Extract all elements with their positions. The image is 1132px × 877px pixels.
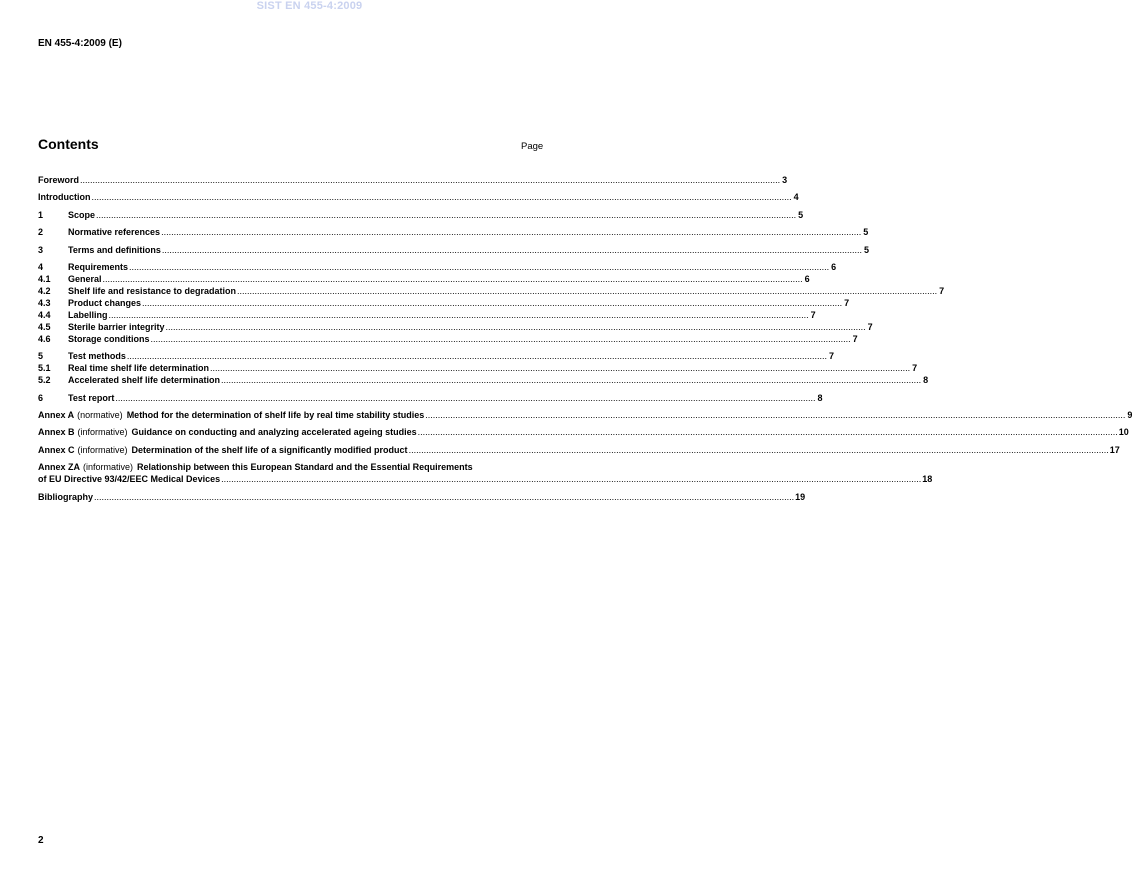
toc-entry-title: Requirements — [68, 262, 129, 273]
toc-entry-number: 5 — [38, 351, 44, 362]
toc-entry-page: 7 — [810, 309, 816, 320]
annex-title: Method for the determination of shelf life by real time stability studies — [126, 410, 425, 420]
annex-id: Annex B — [38, 427, 75, 438]
leader-dots — [425, 410, 1125, 422]
leader-dots — [237, 286, 937, 298]
toc-entry-number: 4.3 — [38, 298, 51, 309]
leader-dots — [161, 227, 861, 239]
toc-entry-annex-za[interactable] — [38, 462, 933, 486]
toc-entry-normative-references[interactable] — [38, 227, 869, 239]
toc-entry-title: General — [68, 274, 102, 285]
toc-entry-test-report[interactable] — [38, 392, 823, 405]
toc-entry-test-methods[interactable] — [38, 351, 834, 363]
toc-entry-accelerated[interactable] — [38, 375, 929, 387]
toc-entry-title — [38, 445, 408, 457]
toc-entry-page: 6 — [831, 262, 837, 273]
annex-title: Guidance on conducting and analyzing accelerated ageing studies — [131, 427, 417, 438]
leader-dots — [80, 175, 780, 187]
toc-entry-title — [38, 427, 417, 439]
toc-entry-page: 17 — [1109, 444, 1120, 455]
toc-entry-page: 8 — [817, 392, 823, 403]
toc-entry-number: 3 — [38, 244, 44, 255]
toc-entry-labelling[interactable] — [38, 309, 816, 322]
toc-entry-number: 5.2 — [38, 375, 51, 386]
leader-dots — [210, 363, 910, 375]
leader-dots — [109, 310, 809, 322]
toc-entry-annex-a[interactable] — [38, 410, 1132, 422]
leader-dots — [221, 375, 921, 387]
toc-entry-page: 6 — [804, 274, 810, 285]
annex-id: Annex C — [38, 444, 75, 455]
leader-dots — [162, 245, 862, 257]
toc-entry-page: 5 — [863, 227, 869, 238]
toc-entry-number: 4.2 — [38, 286, 51, 297]
annex-za-line2 — [38, 474, 933, 486]
annex-type: (informative) — [77, 444, 128, 455]
toc-entry-title: Sterile barrier integrity — [68, 321, 165, 332]
toc-entry-page: 7 — [852, 333, 858, 344]
toc-entry-bibliography[interactable] — [38, 491, 806, 504]
watermark: SIST EN 455-4:2009 — [256, 0, 363, 12]
toc-entry-number: 4 — [38, 262, 44, 273]
toc-entry-product-changes[interactable] — [38, 298, 850, 310]
toc-entry-page: 9 — [1127, 410, 1132, 420]
annex-type: (normative) — [77, 410, 123, 420]
toc-entry-page: 7 — [844, 298, 850, 309]
toc-entry-terms[interactable] — [38, 244, 869, 257]
toc-entry-annex-b[interactable] — [38, 427, 1129, 439]
toc-entry-page: 3 — [782, 175, 788, 185]
toc-entry-title: Labelling — [68, 309, 108, 320]
toc-entry-number: 4.1 — [38, 274, 51, 285]
toc-entry-title: Terms and definitions — [68, 244, 161, 255]
toc-entry-number: 6 — [38, 392, 44, 403]
toc-entry-title: Test report — [68, 392, 115, 403]
annex-id: Annex ZA — [38, 462, 81, 473]
toc-entry-title: Storage conditions — [68, 333, 150, 344]
toc-entry-title: Bibliography — [38, 491, 94, 502]
annex-id: Annex A — [38, 410, 75, 420]
toc-entry-introduction[interactable] — [38, 192, 799, 204]
toc-entry-number: 4.4 — [38, 309, 51, 320]
toc-entry-foreword[interactable] — [38, 175, 788, 187]
toc-entry-title: Scope — [68, 209, 96, 220]
toc-entry-title: Shelf life and resistance to degradation — [68, 286, 237, 297]
leader-dots — [418, 427, 1118, 439]
leader-dots — [142, 298, 842, 310]
annex-title-continued: of EU Directive 93/42/EEC Medical Devices — [38, 474, 221, 485]
toc-entry-page: 8 — [923, 375, 929, 386]
toc-entry-title: Foreword — [38, 175, 80, 185]
page-column-label: Page — [521, 141, 544, 152]
toc-entry-page: 7 — [939, 286, 945, 297]
toc-entry-title: Test methods — [68, 351, 126, 362]
leader-dots — [409, 445, 1109, 457]
leader-dots — [96, 210, 796, 222]
toc-entry-general[interactable] — [38, 274, 810, 286]
toc-entry-number: 2 — [38, 227, 44, 238]
toc-entry-page: 7 — [867, 321, 873, 332]
toc-entry-real-time[interactable] — [38, 363, 918, 375]
toc-entry-requirements[interactable] — [38, 262, 837, 274]
toc-entry-title: Accelerated shelf life determination — [68, 375, 221, 386]
leader-dots — [94, 492, 794, 504]
toc-entry-shelf-life[interactable] — [38, 286, 945, 298]
page-number: 2 — [38, 835, 44, 846]
toc-entry-number: 4.6 — [38, 333, 51, 344]
toc-entry-number: 5.1 — [38, 363, 51, 374]
annex-title: Relationship between this European Standard and the Essential Requirements — [137, 462, 473, 473]
toc-entry-number: 1 — [38, 209, 44, 220]
toc-entry-storage[interactable] — [38, 333, 858, 346]
document-id: EN 455-4:2009 (E) — [38, 38, 122, 49]
toc-entry-title: Introduction — [38, 192, 91, 203]
leader-dots — [129, 262, 829, 274]
annex-type: (informative) — [77, 427, 128, 438]
toc-entry-page: 19 — [795, 491, 806, 502]
leader-dots — [221, 474, 921, 486]
toc-entry-page: 4 — [793, 192, 799, 203]
toc-entry-scope[interactable] — [38, 209, 804, 222]
annex-type: (informative) — [83, 462, 134, 473]
annex-za-line1 — [38, 462, 545, 474]
leader-dots — [92, 192, 792, 204]
leader-dots — [151, 334, 851, 346]
toc-entry-sterile-barrier[interactable] — [38, 321, 873, 334]
toc-entry-page: 7 — [912, 363, 918, 374]
toc-entry-page: 7 — [828, 351, 834, 362]
toc-entry-number: 4.5 — [38, 321, 51, 332]
leader-dots — [127, 351, 827, 363]
toc-entry-page: 18 — [922, 474, 933, 485]
contents-heading: Contents — [38, 136, 99, 152]
toc-entry-title — [38, 410, 424, 422]
leader-dots — [103, 274, 803, 286]
annex-title: Determination of the shelf life of a significantly modified product — [131, 444, 408, 455]
toc-entry-annex-c[interactable] — [38, 444, 1120, 457]
toc-entry-page: 10 — [1118, 427, 1129, 438]
toc-entry-page: 5 — [863, 244, 869, 255]
leader-dots — [115, 393, 815, 405]
toc-entry-title: Normative references — [68, 227, 161, 238]
toc-entry-title: Product changes — [68, 298, 142, 309]
toc-entry-title: Real time shelf life determination — [68, 363, 210, 374]
leader-dots — [166, 322, 866, 334]
toc-entry-page: 5 — [798, 209, 804, 220]
table-of-contents — [38, 175, 1132, 504]
